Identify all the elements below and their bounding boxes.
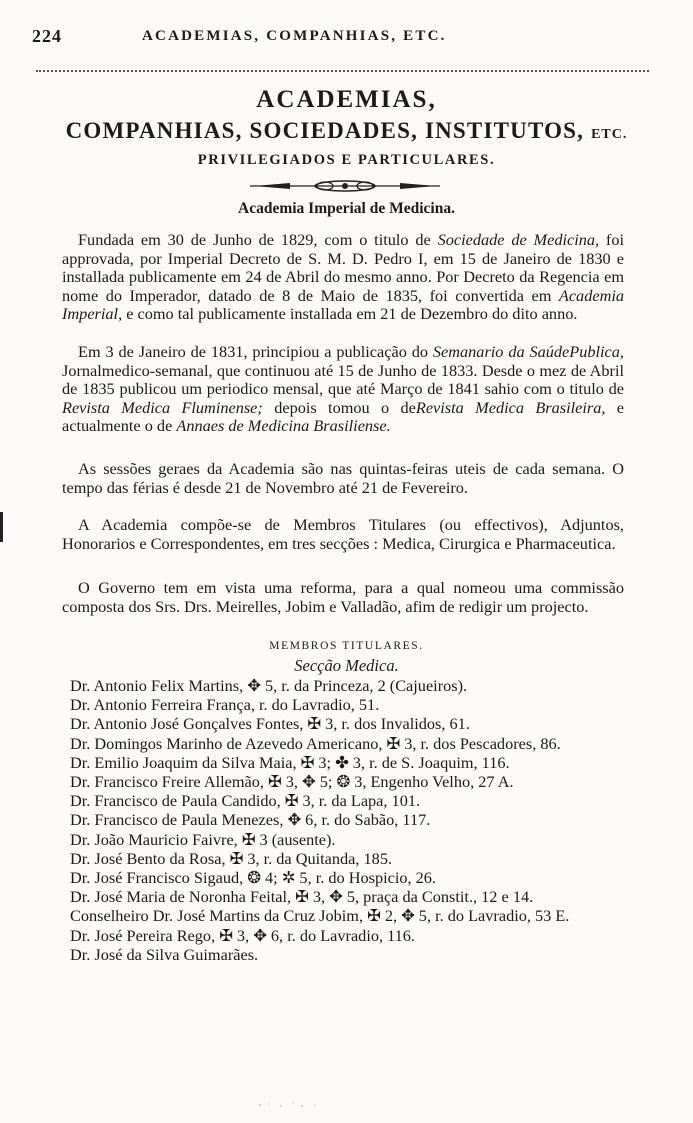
list-item: Dr. Domingos Marinho de Azevedo Americano, ✠ 3, r. dos Pescadores, 86. — [70, 733, 561, 753]
header-rule — [36, 70, 649, 72]
list-item: Dr. José Francisco Sigaud, ❂ 4; ✲ 5, r. do Hospicio, 26. — [70, 868, 437, 888]
paragraph-sessions: As sessões geraes da Academia são nas quintas-feiras uteis de cada semana. O tempo das férias é desde 21 de Novembro até 21 de Fevereiro. — [62, 459, 624, 497]
paragraph-foundation: Fundada em 30 de Junho de 1829, com o titulo de Sociedade de Medicina, foi approvada, por Imperial Decreto de S. M. D. Pedro I, em 15 de Janeiro de 1830 e installada publicamente em 24 de Abril do mesmo anno. Por Decreto da Regencia em nome do Imperador, datado de 8 de Maio de 1835, foi convertida em Academia Imperial, e como tal publicamente installada em 21 de Dezembro do dito anno. — [62, 230, 625, 324]
list-item: Dr. Emilio Joaquim da Silva Maia, ✠ 3; ✤ 3, r. de S. Joaquim, 116. — [70, 752, 510, 772]
running-head — [32, 26, 653, 54]
paragraph-composition: A Academia compõe-se de Membros Titulares (ou effectivos), Adjuntos, Honorarios e Correspondentes, em tres secções : Medica, Cirurgica e Pharmaceutica. — [62, 515, 624, 553]
page-number: 224 — [32, 26, 62, 46]
paragraph-publications: Em 3 de Janeiro de 1831, principiou a publicação do Semanario da SaúdePublica, Jornalmedico-semanal, que continuou até 15 de Junho de 1833. Desde o mez de Abril de 1835 publicou um periodico mensal, que até Março de 1841 sahio com o titulo de Revista Medica Fluminense; depois tomou o deRevista Medica Brasileira, e actualmente o de Annaes de Medicina Brasiliense. — [62, 342, 625, 436]
member-list — [70, 676, 636, 964]
list-item: Dr. José Maria de Noronha Feital, ✠ 3, ✥ 5, praça da Constit., 12 e 14. — [70, 887, 534, 907]
ornament-divider — [250, 178, 440, 194]
list-item: Dr. Francisco de Paula Candido, ✠ 3, r. da Lapa, 101. — [70, 791, 421, 811]
list-item: Dr. José Bento da Rosa, ✠ 3, r. da Quitanda, 185. — [70, 848, 393, 868]
paper-specks — [255, 1100, 325, 1110]
list-item: Dr. José da Silva Guimarães. — [70, 944, 259, 964]
list-item: Dr. Antonio Felix Martins, ✥ 5, r. da Princeza, 2 (Cajueiros). — [70, 676, 468, 695]
scan-margin-mark — [0, 512, 3, 542]
members-header: MEMBROS TITULARES. — [269, 640, 424, 652]
list-item: Dr. Francisco Freire Allemão, ✠ 3, ✥ 5; ❂ 3, Engenho Velho, 27 A. — [70, 772, 514, 792]
subtitle-text: COMPANHIAS, SOCIEDADES, INSTITUTOS, — [65, 118, 585, 143]
list-item: Dr. Francisco de Paula Menezes, ✥ 6, r. do Sabão, 117. — [70, 810, 431, 830]
section-heading: Academia Imperial de Medicina. — [238, 200, 455, 217]
running-title: ACADEMIAS, COMPANHIAS, ETC. — [142, 28, 447, 44]
list-item: Dr. Antonio Ferreira França, r. do Lavradio, 51. — [70, 695, 380, 715]
paragraph-reform: O Governo tem em vista uma reforma, para a qual nomeou uma commissão composta dos Srs. Drs. Meirelles, Jobim e Valladão, afim de redigir um projecto. — [62, 578, 624, 616]
subtitle-etc: ETC. — [591, 127, 628, 142]
list-item: Dr. João Mauricio Faivre, ✠ 3 (ausente). — [70, 829, 336, 849]
list-item: Conselheiro Dr. José Martins da Cruz Jobim, ✠ 2, ✥ 5, r. do Lavradio, 53 E. — [70, 906, 570, 926]
main-title: ACADEMIAS, — [256, 86, 437, 113]
list-item: Dr. José Pereira Rego, ✠ 3, ✥ 6, r. do Lavradio, 116. — [70, 925, 416, 945]
subtitle — [0, 118, 693, 144]
subtitle-privileged: PRIVILEGIADOS E PARTICULARES. — [197, 152, 496, 168]
list-item: Dr. Antonio José Gonçalves Fontes, ✠ 3, r. dos Invalidos, 61. — [70, 714, 470, 734]
subsection-medica: Secção Medica. — [294, 656, 399, 675]
